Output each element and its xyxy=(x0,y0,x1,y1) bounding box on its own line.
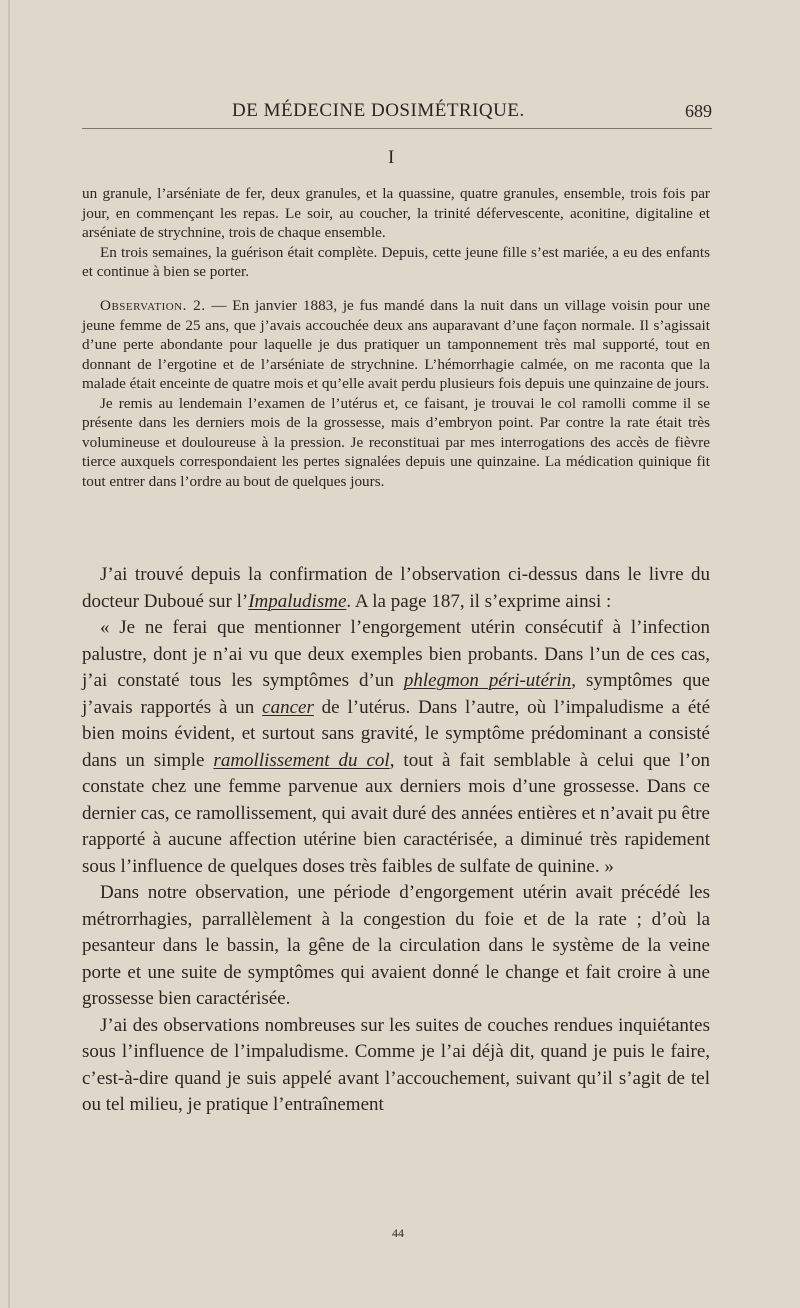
paragraph xyxy=(82,296,710,394)
main-text-block xyxy=(82,562,710,1119)
text-run: de l’utérus. Dans l’autre, où l’impaludisme a été bien moins évident, et surtout sans gravité, le symptôme prédominant a consisté dans un simple xyxy=(82,696,710,771)
paragraph: En trois semaines, la guérison était complète. Depuis, cette jeune fille s’est mariée, a eu des enfants et continue à bien se porter. xyxy=(82,243,710,280)
text-run: , symptômes que j’avais rapportés à un xyxy=(82,670,710,718)
header-rule xyxy=(82,128,712,129)
italic-run: Impaludisme xyxy=(248,590,347,612)
page-fold-shadow xyxy=(8,0,10,1308)
italic-run: cancer xyxy=(262,696,314,718)
section-letter: I xyxy=(388,147,395,168)
text-run: . A la page 187, il s’exprime ainsi : xyxy=(346,590,612,612)
printer-signature: 44 xyxy=(392,1226,404,1240)
paragraph: Dans notre observation, une période d’engorgement utérin avait précédé les métrorrhagies, parrallèlement à la congestion du foie et de la rate ; d’où la pesanteur dans le bassin, la gêne de la circulation dans le système de la veine porte et une suite de symptômes qui avaient donné le change et fait croire à une grossesse bien caractérisée. xyxy=(82,882,710,1009)
observation-text: — En janvier 1883, je fus mandé dans la nuit dans un village voisin pour une jeune femme de 25 ans, que j’avais accouchée deux ans auparavant d’une façon normale. Il s’agissait d’une perte abondante pour laquelle je dus pratiquer un tamponnement très mal supporté, tout en donnant de l’ergotine et de l’arséniate de strychnine. L’hémorrhagie calmée, on me raconta que la malade était enceinte de quatre mois et qu’elle avait perdu plusieurs fois depuis une quinzaine de jours. xyxy=(82,297,710,392)
text-run: J’ai trouvé depuis la confirmation de l’observation ci-dessus dans le livre du docteur Duboué sur l’ xyxy=(82,564,710,612)
page-header xyxy=(82,100,712,130)
page-number: 689 xyxy=(685,101,712,121)
observation-block xyxy=(82,296,710,491)
paragraph xyxy=(82,562,710,615)
paragraph: Je remis au lendemain l’examen de l’utérus et, ce faisant, je trouvai le col ramolli comme il se présente dans les derniers mois de la grossesse, mais d’embryon point. Par contre la rate était très volumineuse et douloureuse à la pression. Je reconstituai par mes interrogations des accès de fièvre tierce auxquels correspondaient les pertes signalées depuis une quinzaine. La médication quinique fit tout entrer dans l’ordre au bout de quelques jours. xyxy=(82,394,710,490)
text-run: , tout à fait semblable à celui que l’on constate chez une femme parvenue aux derniers mois d’une grossesse. Dans ce dernier cas, ce ramollissement, qui avait duré des années entières et n’avait pu être rapporté à aucune affection utérine bien caractérisée, a diminué très rapidement sous l’influence de quelques doses très faibles de sulfate de quinine. » xyxy=(82,749,710,877)
observation-label: Observation. 2. xyxy=(100,297,206,314)
running-title: DE MÉDECINE DOSIMÉTRIQUE. xyxy=(232,100,525,121)
text-run: « Je ne ferai que mentionner l’engorgement utérin consécutif à l’infection palustre, dont je n’ai vu que deux exemples bien probants. Dans l’un de ces cas, j’ai constaté tous les symptômes d’un xyxy=(82,617,710,691)
quotation xyxy=(82,615,710,880)
italic-run: phlegmon péri-utérin xyxy=(403,670,572,691)
italic-run: ramollissement du col xyxy=(213,749,390,771)
paragraph: J’ai des observations nombreuses sur les suites de couches rendues inquiétantes sous l’influence de l’impaludisme. Comme je l’ai déjà dit, quand je puis le faire, c’est-à-dire quand je suis appelé avant l’accouchement, suivant qu’il s’agit de tel ou tel milieu, je pratique l’entraînement xyxy=(82,1014,710,1115)
small-print-block xyxy=(82,184,710,282)
paragraph: un granule, l’arséniate de fer, deux granules, et la quassine, quatre granules, ensemble, trois fois par jour, en commençant les repas. Le soir, au coucher, la trinité défervescente, aconitine, digitaline et arséniate de strychnine, trois de chaque ensemble. xyxy=(82,185,710,241)
